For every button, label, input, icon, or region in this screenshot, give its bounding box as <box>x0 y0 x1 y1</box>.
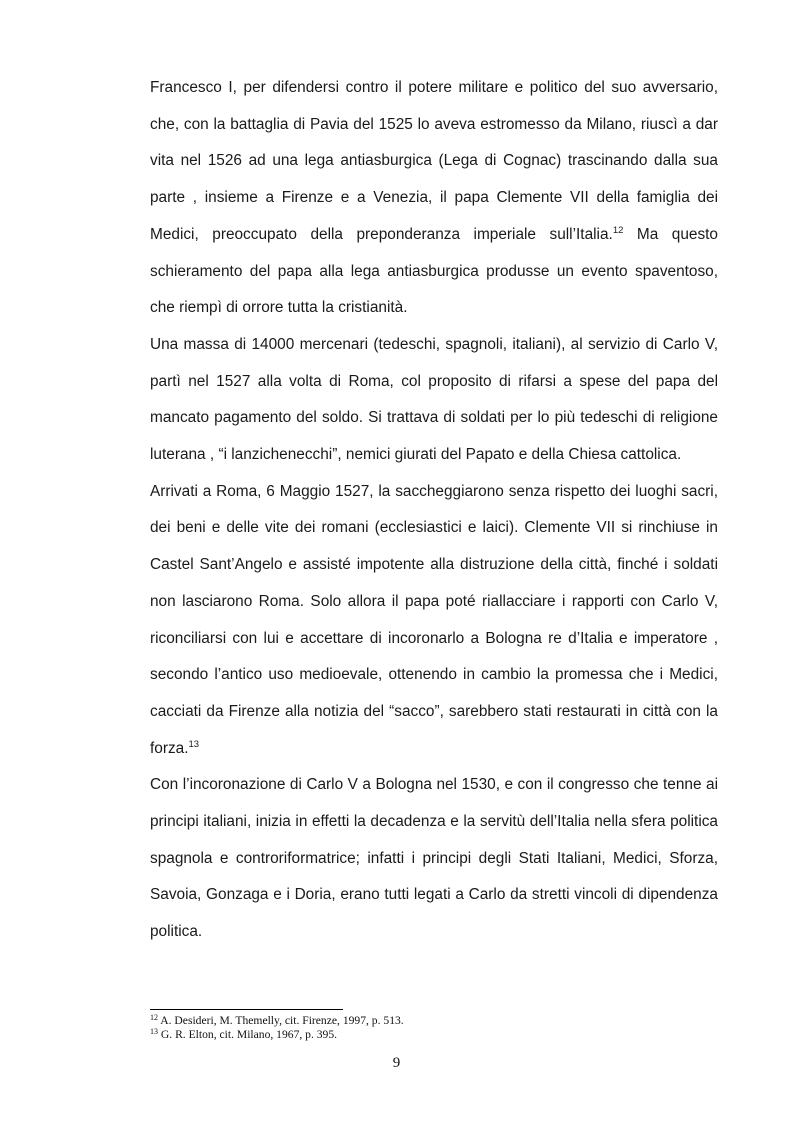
paragraph <box>150 70 718 327</box>
footnote-number: 13 <box>150 1027 158 1036</box>
paragraph-text: Con l’incoronazione di Carlo V a Bologna nel 1530, e con il congresso che tenne ai principi italiani, inizia in effetti la decadenza e la servitù dell’Italia nella sfera politica spagnola e controriformatrice; infatti i principi degli Stati Italiani, Medici, Sforza, Savoia, Gonzaga e i Doria, erano tutti legati a Carlo da stretti vincoli di dipendenza politica. <box>150 776 718 941</box>
body-text <box>150 70 718 951</box>
footnote-number: 12 <box>150 1013 158 1022</box>
footnote-text: G. R. Elton, cit. Milano, 1967, p. 395. <box>158 1028 338 1041</box>
footnotes <box>150 1014 718 1042</box>
paragraph-text: Ma questo schieramento del papa alla lega antiasburgica produsse un evento spaventoso, che riempì di orrore tutta la cristianità. <box>150 225 718 317</box>
paragraph-text: Francesco I, per difendersi contro il potere militare e politico del suo avversario, che, con la battaglia di Pavia del 1525 lo aveva estromesso da Milano, riuscì a dar vita nel 1526 ad una lega antiasburgica (Lega di Cognac) trascinando dalla sua parte , insieme a Firenze e a Venezia, il papa Clemente VII della famiglia dei Medici, preoccupato della preponderanza imperiale sull’Italia. <box>150 79 718 243</box>
footnote <box>150 1014 718 1028</box>
footnote-separator <box>150 1009 343 1010</box>
page-number: 9 <box>392 1055 401 1071</box>
paragraph-text: Arrivati a Roma, 6 Maggio 1527, la saccheggiarono senza rispetto dei luoghi sacri, dei beni e delle vite dei romani (ecclesiastici e laici). Clemente VII si rinchiuse in Castel Sant’Angelo e assisté impotente alla distruzione della città, finché i soldati non lasciarono Roma. Solo allora il papa poté riallacciare i rapporti con Carlo V, riconciliarsi con lui e accettare di incoronarlo a Bologna re d’Italia e imperatore , secondo l’antico uso medioevale, ottenendo in cambio la promessa che i Medici, cacciati da Firenze alla notizia del “sacco”, sarebbero stati restaurati in città con la forza. <box>150 482 718 757</box>
paragraph <box>150 767 718 951</box>
footnote <box>150 1028 718 1042</box>
footnote-ref-12[interactable]: 12 <box>612 224 624 236</box>
paragraph-text: Una massa di 14000 mercenari (tedeschi, spagnoli, italiani), al servizio di Carlo V, partì nel 1527 alla volta di Roma, col proposito di rifarsi a spese del papa del mancato pagamento del soldo. Si trattava di soldati per lo più tedeschi di religione luterana , “i lanzichenecchi”, nemici giurati del Papato e della Chiesa cattolica. <box>150 335 718 464</box>
footnote-text: A. Desideri, M. Themelly, cit. Firenze, 1997, p. 513. <box>158 1014 404 1027</box>
footnote-ref-13[interactable]: 13 <box>188 738 200 750</box>
paragraph <box>150 474 718 768</box>
paragraph <box>150 327 718 474</box>
